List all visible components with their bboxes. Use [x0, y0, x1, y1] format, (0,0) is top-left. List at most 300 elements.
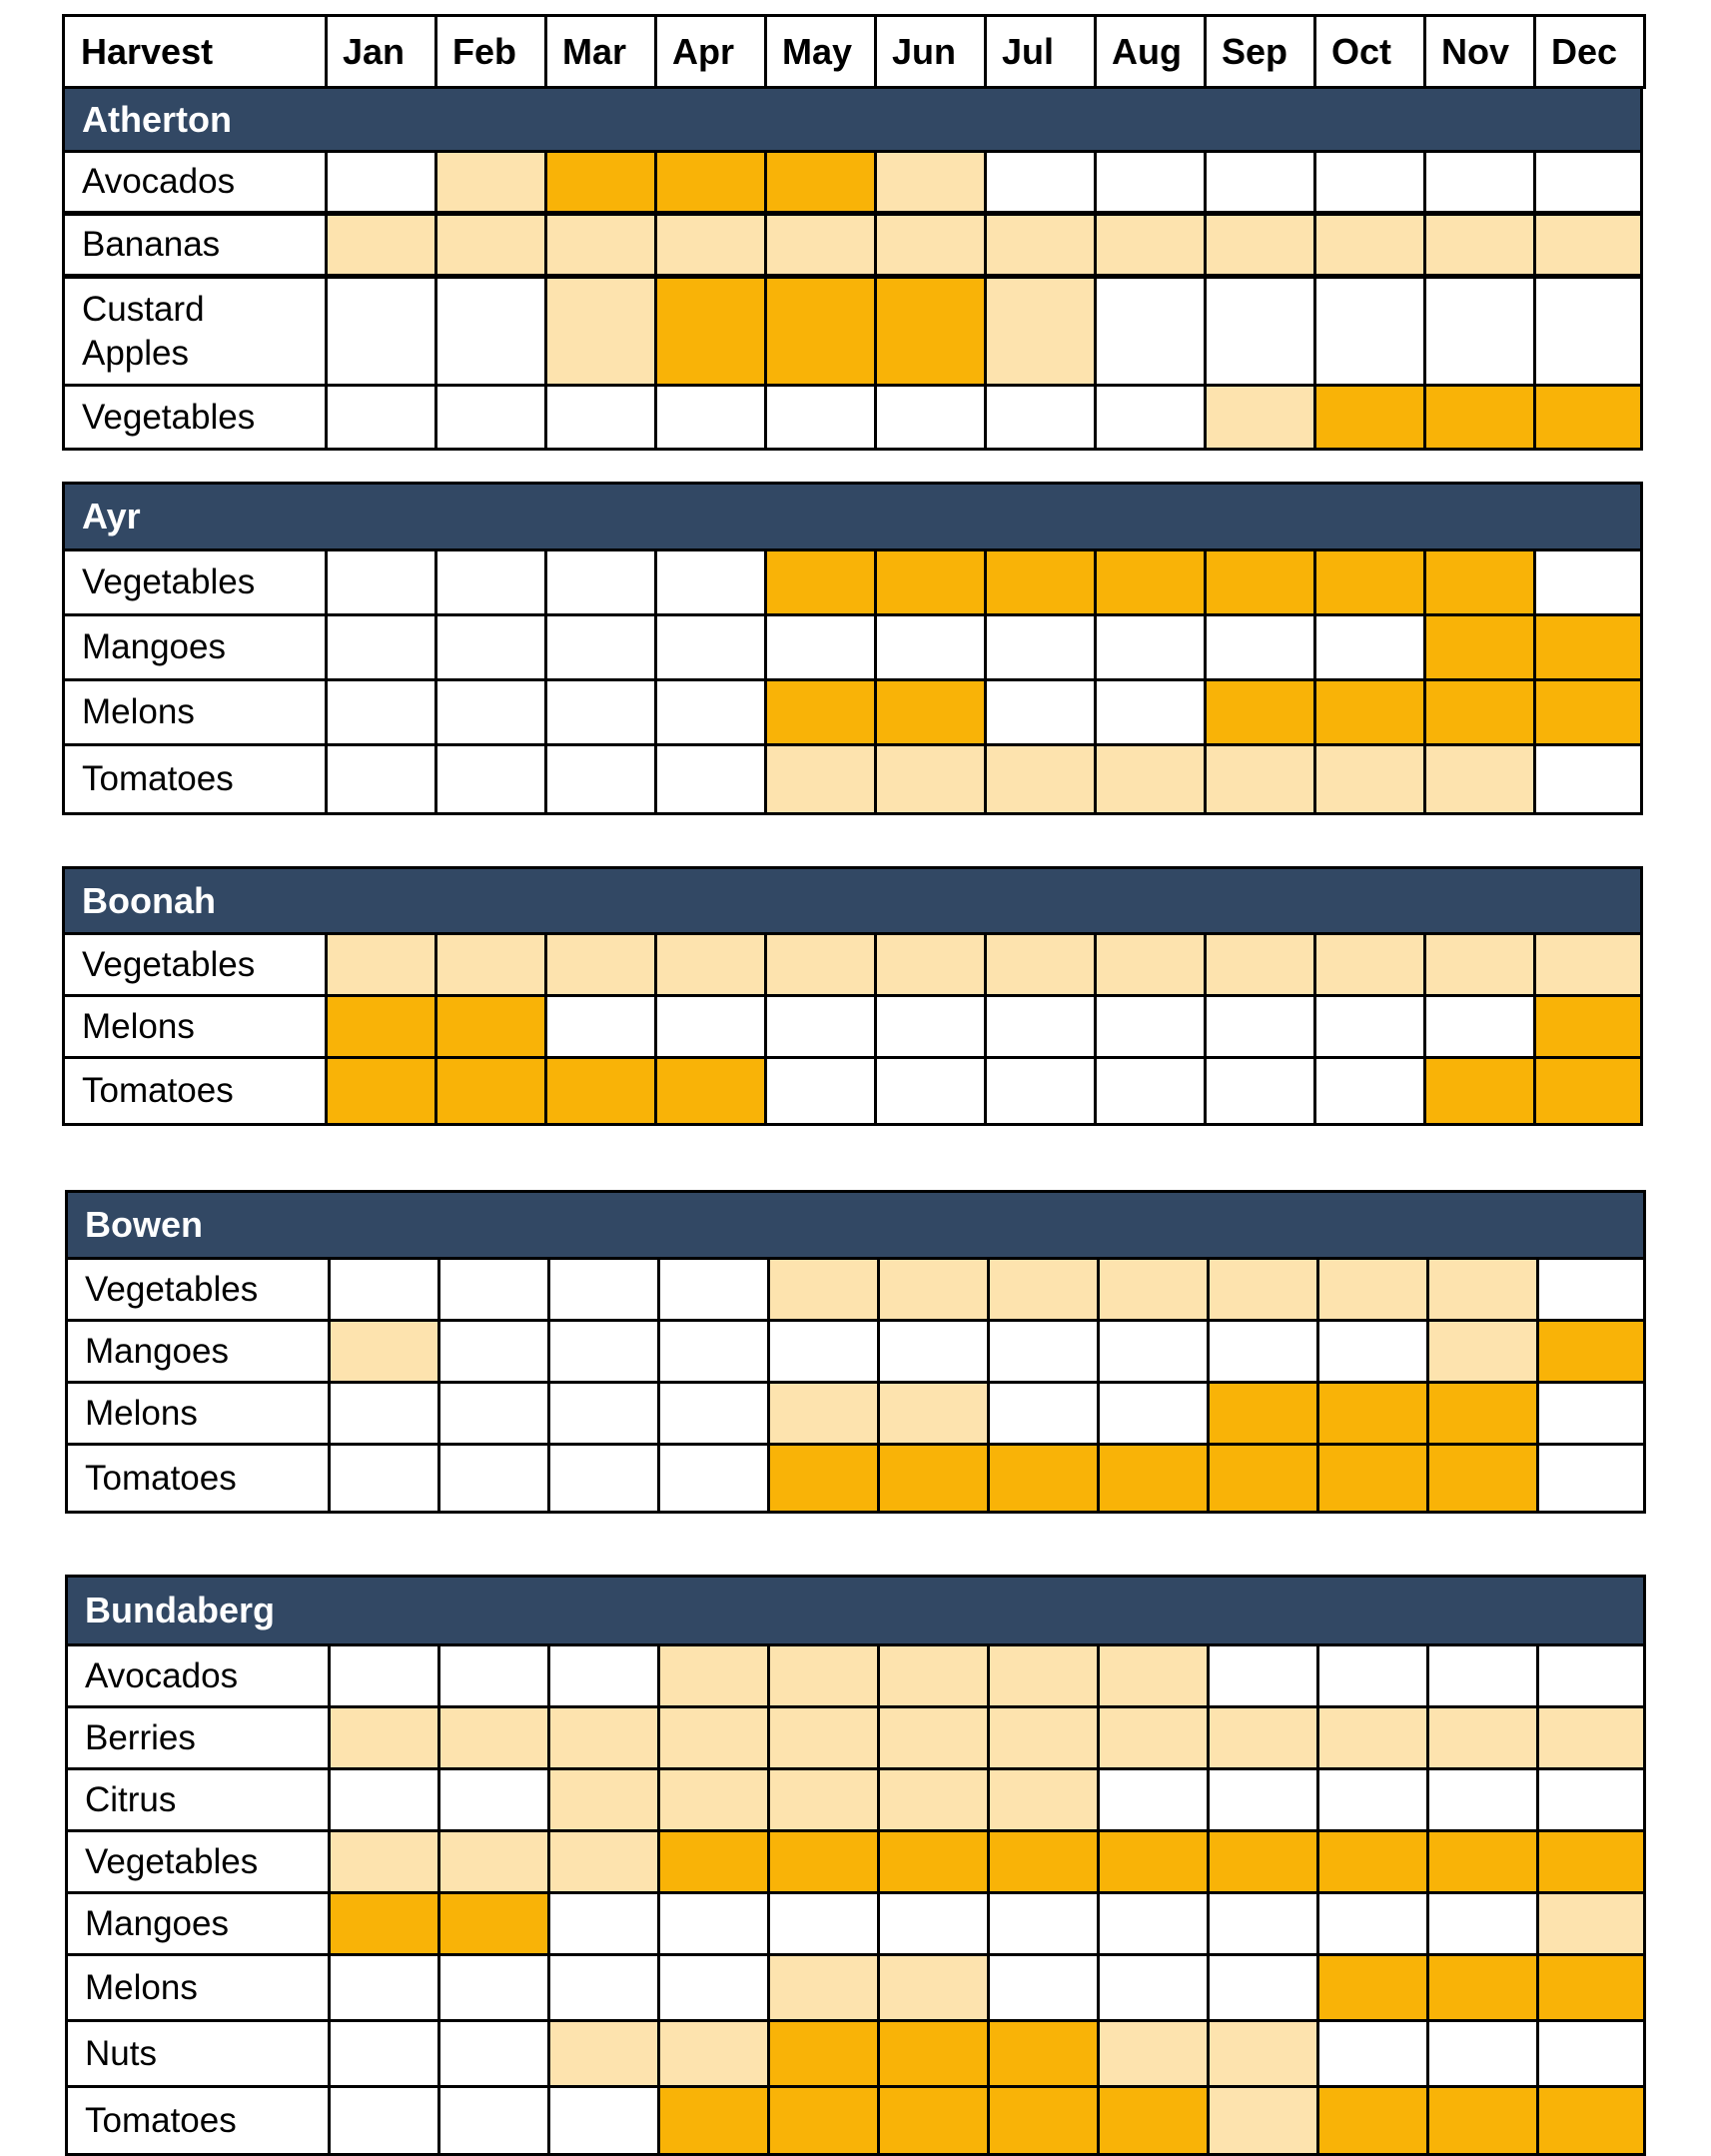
harvest-cell-ayr-tomatoes-jun: [874, 743, 987, 815]
harvest-cell-bowen-tomatoes-sep: [1207, 1443, 1319, 1514]
harvest-cell-bundaberg-mangoes-jan: [328, 1891, 440, 1956]
crop-label-berries: Berries: [65, 1705, 331, 1770]
harvest-cell-bundaberg-citrus-may: [767, 1767, 880, 1832]
harvest-cell-atherton-avocados-jan: [325, 150, 437, 214]
harvest-cell-ayr-mangoes-mar: [544, 613, 657, 681]
harvest-cell-bundaberg-avocados-mar: [547, 1643, 660, 1708]
harvest-cell-bowen-tomatoes-nov: [1426, 1443, 1539, 1514]
harvest-cell-ayr-tomatoes-may: [764, 743, 877, 815]
harvest-cell-bundaberg-tomatoes-jun: [877, 2085, 990, 2156]
harvest-cell-ayr-mangoes-oct: [1313, 613, 1426, 681]
harvest-cell-atherton-vegetables-feb: [434, 384, 547, 451]
harvest-cell-bundaberg-vegetables-feb: [437, 1829, 550, 1894]
harvest-cell-boonah-vegetables-oct: [1313, 932, 1426, 997]
harvest-cell-bundaberg-tomatoes-mar: [547, 2085, 660, 2156]
column-header-dec: Dec: [1533, 14, 1646, 89]
harvest-cell-bundaberg-nuts-nov: [1426, 2019, 1539, 2088]
harvest-cell-atherton-bananas-sep: [1204, 213, 1316, 277]
harvest-cell-bowen-melons-feb: [437, 1381, 550, 1446]
harvest-cell-boonah-vegetables-dec: [1533, 932, 1643, 997]
harvest-cell-atherton-bananas-jul: [984, 213, 1097, 277]
harvest-cell-atherton-avocados-jun: [874, 150, 987, 214]
crop-label-tomatoes: Tomatoes: [62, 1056, 328, 1126]
harvest-cell-bundaberg-avocados-aug: [1097, 1643, 1210, 1708]
harvest-cell-bundaberg-tomatoes-sep: [1207, 2085, 1319, 2156]
harvest-cell-bundaberg-nuts-jul: [987, 2019, 1100, 2088]
harvest-cell-bowen-tomatoes-apr: [657, 1443, 770, 1514]
harvest-cell-boonah-melons-feb: [434, 994, 547, 1059]
crop-label-melons: Melons: [62, 994, 328, 1059]
harvest-cell-boonah-tomatoes-apr: [654, 1056, 767, 1126]
harvest-cell-boonah-melons-mar: [544, 994, 657, 1059]
harvest-cell-atherton-vegetables-jan: [325, 384, 437, 451]
harvest-cell-boonah-melons-jan: [325, 994, 437, 1059]
region-header-ayr: Ayr: [62, 482, 1643, 551]
harvest-cell-ayr-vegetables-jun: [874, 548, 987, 616]
harvest-cell-bundaberg-berries-nov: [1426, 1705, 1539, 1770]
harvest-cell-bundaberg-citrus-feb: [437, 1767, 550, 1832]
harvest-cell-ayr-vegetables-jul: [984, 548, 1097, 616]
crop-label-mangoes: Mangoes: [65, 1891, 331, 1956]
region-header-bundaberg: Bundaberg: [65, 1575, 1646, 1646]
harvest-cell-bundaberg-nuts-may: [767, 2019, 880, 2088]
harvest-cell-bowen-mangoes-nov: [1426, 1319, 1539, 1384]
harvest-cell-bundaberg-tomatoes-jan: [328, 2085, 440, 2156]
harvest-cell-bundaberg-nuts-sep: [1207, 2019, 1319, 2088]
harvest-cell-bowen-tomatoes-feb: [437, 1443, 550, 1514]
harvest-cell-bundaberg-berries-dec: [1536, 1705, 1646, 1770]
harvest-cell-ayr-vegetables-may: [764, 548, 877, 616]
harvest-cell-bowen-vegetables-sep: [1207, 1257, 1319, 1322]
harvest-cell-boonah-vegetables-jan: [325, 932, 437, 997]
harvest-cell-bundaberg-vegetables-nov: [1426, 1829, 1539, 1894]
harvest-cell-bowen-mangoes-oct: [1316, 1319, 1429, 1384]
harvest-cell-bundaberg-nuts-apr: [657, 2019, 770, 2088]
harvest-cell-ayr-melons-oct: [1313, 678, 1426, 746]
harvest-cell-atherton-custard-apples-mar: [544, 276, 657, 387]
harvest-cell-bundaberg-mangoes-mar: [547, 1891, 660, 1956]
harvest-cell-ayr-vegetables-dec: [1533, 548, 1643, 616]
column-header-oct: Oct: [1313, 14, 1426, 89]
harvest-cell-bundaberg-melons-oct: [1316, 1953, 1429, 2022]
harvest-cell-bundaberg-tomatoes-feb: [437, 2085, 550, 2156]
harvest-cell-bundaberg-melons-may: [767, 1953, 880, 2022]
harvest-cell-bowen-vegetables-feb: [437, 1257, 550, 1322]
harvest-cell-ayr-mangoes-aug: [1094, 613, 1207, 681]
harvest-cell-boonah-tomatoes-jul: [984, 1056, 1097, 1126]
harvest-cell-bundaberg-nuts-dec: [1536, 2019, 1646, 2088]
harvest-cell-atherton-bananas-feb: [434, 213, 547, 277]
crop-label-vegetables: Vegetables: [65, 1257, 331, 1322]
harvest-cell-atherton-custard-apples-aug: [1094, 276, 1207, 387]
harvest-cell-bundaberg-berries-feb: [437, 1705, 550, 1770]
harvest-cell-atherton-custard-apples-sep: [1204, 276, 1316, 387]
harvest-cell-atherton-vegetables-nov: [1423, 384, 1536, 451]
harvest-cell-bundaberg-mangoes-nov: [1426, 1891, 1539, 1956]
harvest-cell-ayr-melons-apr: [654, 678, 767, 746]
harvest-cell-ayr-melons-feb: [434, 678, 547, 746]
harvest-cell-atherton-custard-apples-jul: [984, 276, 1097, 387]
harvest-cell-atherton-vegetables-dec: [1533, 384, 1643, 451]
harvest-cell-ayr-mangoes-nov: [1423, 613, 1536, 681]
crop-label-vegetables: Vegetables: [62, 384, 328, 451]
harvest-cell-bundaberg-melons-jul: [987, 1953, 1100, 2022]
harvest-cell-bundaberg-citrus-jun: [877, 1767, 990, 1832]
harvest-cell-atherton-bananas-mar: [544, 213, 657, 277]
crop-label-melons: Melons: [65, 1953, 331, 2022]
harvest-cell-ayr-tomatoes-oct: [1313, 743, 1426, 815]
harvest-cell-ayr-mangoes-jun: [874, 613, 987, 681]
crop-label-melons: Melons: [65, 1381, 331, 1446]
harvest-cell-bowen-vegetables-oct: [1316, 1257, 1429, 1322]
harvest-cell-bowen-mangoes-jan: [328, 1319, 440, 1384]
harvest-cell-boonah-vegetables-sep: [1204, 932, 1316, 997]
harvest-cell-bundaberg-mangoes-sep: [1207, 1891, 1319, 1956]
harvest-cell-boonah-vegetables-feb: [434, 932, 547, 997]
harvest-cell-boonah-melons-may: [764, 994, 877, 1059]
harvest-cell-bundaberg-citrus-aug: [1097, 1767, 1210, 1832]
harvest-cell-bundaberg-vegetables-jul: [987, 1829, 1100, 1894]
harvest-cell-ayr-vegetables-aug: [1094, 548, 1207, 616]
harvest-cell-bowen-melons-oct: [1316, 1381, 1429, 1446]
harvest-cell-boonah-melons-nov: [1423, 994, 1536, 1059]
harvest-cell-atherton-avocados-dec: [1533, 150, 1643, 214]
harvest-cell-bundaberg-melons-apr: [657, 1953, 770, 2022]
harvest-cell-bundaberg-melons-feb: [437, 1953, 550, 2022]
harvest-cell-bundaberg-citrus-mar: [547, 1767, 660, 1832]
column-header-harvest: Harvest: [62, 14, 328, 89]
harvest-cell-boonah-tomatoes-jun: [874, 1056, 987, 1126]
harvest-cell-boonah-melons-oct: [1313, 994, 1426, 1059]
harvest-cell-ayr-vegetables-mar: [544, 548, 657, 616]
harvest-cell-bowen-melons-mar: [547, 1381, 660, 1446]
harvest-cell-bundaberg-citrus-dec: [1536, 1767, 1646, 1832]
harvest-cell-bundaberg-tomatoes-oct: [1316, 2085, 1429, 2156]
harvest-cell-bowen-mangoes-jul: [987, 1319, 1100, 1384]
harvest-cell-ayr-tomatoes-dec: [1533, 743, 1643, 815]
column-header-sep: Sep: [1204, 14, 1316, 89]
harvest-cell-ayr-mangoes-sep: [1204, 613, 1316, 681]
harvest-cell-bundaberg-melons-dec: [1536, 1953, 1646, 2022]
harvest-cell-bundaberg-mangoes-may: [767, 1891, 880, 1956]
crop-label-melons: Melons: [62, 678, 328, 746]
column-header-jul: Jul: [984, 14, 1097, 89]
harvest-cell-ayr-tomatoes-mar: [544, 743, 657, 815]
harvest-cell-bowen-tomatoes-jan: [328, 1443, 440, 1514]
harvest-cell-ayr-tomatoes-apr: [654, 743, 767, 815]
harvest-cell-bundaberg-avocados-may: [767, 1643, 880, 1708]
harvest-cell-atherton-custard-apples-jun: [874, 276, 987, 387]
harvest-cell-ayr-mangoes-dec: [1533, 613, 1643, 681]
column-header-jun: Jun: [874, 14, 987, 89]
harvest-cell-bowen-mangoes-jun: [877, 1319, 990, 1384]
harvest-cell-atherton-custard-apples-may: [764, 276, 877, 387]
harvest-cell-atherton-custard-apples-oct: [1313, 276, 1426, 387]
harvest-cell-bundaberg-mangoes-aug: [1097, 1891, 1210, 1956]
harvest-cell-bowen-tomatoes-aug: [1097, 1443, 1210, 1514]
harvest-cell-bowen-melons-dec: [1536, 1381, 1646, 1446]
harvest-cell-bowen-vegetables-aug: [1097, 1257, 1210, 1322]
harvest-cell-bundaberg-berries-sep: [1207, 1705, 1319, 1770]
crop-label-bananas: Bananas: [62, 213, 328, 277]
harvest-cell-boonah-vegetables-jun: [874, 932, 987, 997]
harvest-cell-bundaberg-citrus-sep: [1207, 1767, 1319, 1832]
harvest-cell-atherton-vegetables-may: [764, 384, 877, 451]
harvest-cell-atherton-bananas-nov: [1423, 213, 1536, 277]
crop-label-tomatoes: Tomatoes: [65, 1443, 331, 1514]
crop-label-vegetables: Vegetables: [62, 548, 328, 616]
harvest-cell-bundaberg-berries-jul: [987, 1705, 1100, 1770]
harvest-cell-ayr-mangoes-jul: [984, 613, 1097, 681]
harvest-cell-atherton-bananas-oct: [1313, 213, 1426, 277]
crop-label-tomatoes: Tomatoes: [65, 2085, 331, 2156]
harvest-cell-bundaberg-mangoes-oct: [1316, 1891, 1429, 1956]
crop-label-avocados: Avocados: [62, 150, 328, 214]
harvest-cell-bundaberg-melons-jun: [877, 1953, 990, 2022]
column-header-feb: Feb: [434, 14, 547, 89]
harvest-cell-boonah-vegetables-jul: [984, 932, 1097, 997]
region-header-bowen: Bowen: [65, 1190, 1646, 1260]
harvest-cell-atherton-avocados-feb: [434, 150, 547, 214]
crop-label-vegetables: Vegetables: [62, 932, 328, 997]
harvest-cell-atherton-bananas-aug: [1094, 213, 1207, 277]
harvest-cell-bowen-mangoes-feb: [437, 1319, 550, 1384]
harvest-cell-ayr-vegetables-nov: [1423, 548, 1536, 616]
harvest-cell-bowen-melons-jun: [877, 1381, 990, 1446]
harvest-cell-bundaberg-mangoes-apr: [657, 1891, 770, 1956]
column-header-aug: Aug: [1094, 14, 1207, 89]
harvest-cell-bundaberg-citrus-oct: [1316, 1767, 1429, 1832]
harvest-cell-bowen-melons-sep: [1207, 1381, 1319, 1446]
harvest-cell-boonah-tomatoes-sep: [1204, 1056, 1316, 1126]
harvest-cell-atherton-vegetables-apr: [654, 384, 767, 451]
harvest-cell-bundaberg-tomatoes-dec: [1536, 2085, 1646, 2156]
column-header-may: May: [764, 14, 877, 89]
harvest-cell-bowen-vegetables-apr: [657, 1257, 770, 1322]
harvest-cell-bundaberg-tomatoes-nov: [1426, 2085, 1539, 2156]
harvest-cell-bowen-vegetables-jan: [328, 1257, 440, 1322]
harvest-cell-ayr-melons-jan: [325, 678, 437, 746]
harvest-cell-ayr-tomatoes-jan: [325, 743, 437, 815]
harvest-cell-atherton-avocados-aug: [1094, 150, 1207, 214]
harvest-cell-boonah-melons-sep: [1204, 994, 1316, 1059]
harvest-cell-bowen-vegetables-dec: [1536, 1257, 1646, 1322]
harvest-cell-atherton-vegetables-oct: [1313, 384, 1426, 451]
harvest-cell-ayr-melons-jul: [984, 678, 1097, 746]
harvest-cell-bundaberg-avocados-oct: [1316, 1643, 1429, 1708]
harvest-cell-atherton-custard-apples-feb: [434, 276, 547, 387]
crop-label-tomatoes: Tomatoes: [62, 743, 328, 815]
column-header-jan: Jan: [325, 14, 437, 89]
harvest-cell-ayr-melons-may: [764, 678, 877, 746]
harvest-cell-atherton-custard-apples-nov: [1423, 276, 1536, 387]
harvest-cell-atherton-vegetables-sep: [1204, 384, 1316, 451]
harvest-cell-bundaberg-citrus-nov: [1426, 1767, 1539, 1832]
harvest-cell-bundaberg-avocados-nov: [1426, 1643, 1539, 1708]
harvest-cell-bundaberg-tomatoes-apr: [657, 2085, 770, 2156]
harvest-cell-bundaberg-nuts-oct: [1316, 2019, 1429, 2088]
harvest-cell-bundaberg-tomatoes-jul: [987, 2085, 1100, 2156]
harvest-cell-bowen-vegetables-may: [767, 1257, 880, 1322]
harvest-cell-ayr-melons-dec: [1533, 678, 1643, 746]
harvest-cell-boonah-melons-dec: [1533, 994, 1643, 1059]
harvest-cell-bundaberg-mangoes-dec: [1536, 1891, 1646, 1956]
harvest-cell-bundaberg-avocados-jun: [877, 1643, 990, 1708]
harvest-cell-bowen-mangoes-may: [767, 1319, 880, 1384]
harvest-cell-bundaberg-berries-may: [767, 1705, 880, 1770]
harvest-cell-bundaberg-vegetables-aug: [1097, 1829, 1210, 1894]
column-header-nov: Nov: [1423, 14, 1536, 89]
harvest-cell-bundaberg-nuts-jun: [877, 2019, 990, 2088]
harvest-cell-ayr-melons-jun: [874, 678, 987, 746]
harvest-cell-bowen-tomatoes-may: [767, 1443, 880, 1514]
harvest-cell-ayr-mangoes-apr: [654, 613, 767, 681]
harvest-cell-bundaberg-melons-aug: [1097, 1953, 1210, 2022]
harvest-cell-ayr-tomatoes-aug: [1094, 743, 1207, 815]
harvest-cell-boonah-vegetables-aug: [1094, 932, 1207, 997]
column-header-apr: Apr: [654, 14, 767, 89]
harvest-cell-atherton-vegetables-aug: [1094, 384, 1207, 451]
harvest-cell-bowen-tomatoes-dec: [1536, 1443, 1646, 1514]
harvest-cell-bundaberg-tomatoes-may: [767, 2085, 880, 2156]
harvest-cell-boonah-tomatoes-dec: [1533, 1056, 1643, 1126]
harvest-cell-bundaberg-berries-jun: [877, 1705, 990, 1770]
harvest-cell-boonah-melons-aug: [1094, 994, 1207, 1059]
harvest-cell-atherton-avocados-apr: [654, 150, 767, 214]
harvest-cell-ayr-tomatoes-sep: [1204, 743, 1316, 815]
harvest-cell-atherton-vegetables-jul: [984, 384, 1097, 451]
harvest-cell-bundaberg-berries-apr: [657, 1705, 770, 1770]
harvest-cell-bundaberg-vegetables-dec: [1536, 1829, 1646, 1894]
harvest-cell-ayr-mangoes-feb: [434, 613, 547, 681]
harvest-cell-boonah-melons-jul: [984, 994, 1097, 1059]
harvest-cell-bundaberg-avocados-dec: [1536, 1643, 1646, 1708]
harvest-cell-ayr-tomatoes-feb: [434, 743, 547, 815]
harvest-cell-boonah-tomatoes-feb: [434, 1056, 547, 1126]
harvest-cell-bundaberg-nuts-feb: [437, 2019, 550, 2088]
harvest-cell-atherton-bananas-may: [764, 213, 877, 277]
harvest-cell-bundaberg-vegetables-jun: [877, 1829, 990, 1894]
harvest-cell-boonah-tomatoes-mar: [544, 1056, 657, 1126]
harvest-cell-bundaberg-avocados-sep: [1207, 1643, 1319, 1708]
harvest-cell-bundaberg-nuts-mar: [547, 2019, 660, 2088]
harvest-cell-boonah-vegetables-mar: [544, 932, 657, 997]
harvest-cell-atherton-avocados-mar: [544, 150, 657, 214]
harvest-cell-ayr-vegetables-sep: [1204, 548, 1316, 616]
harvest-cell-bundaberg-vegetables-mar: [547, 1829, 660, 1894]
harvest-cell-bundaberg-melons-sep: [1207, 1953, 1319, 2022]
harvest-cell-bowen-mangoes-aug: [1097, 1319, 1210, 1384]
harvest-cell-bowen-tomatoes-jul: [987, 1443, 1100, 1514]
harvest-cell-ayr-melons-mar: [544, 678, 657, 746]
harvest-cell-bowen-tomatoes-oct: [1316, 1443, 1429, 1514]
harvest-cell-bundaberg-berries-jan: [328, 1705, 440, 1770]
harvest-cell-ayr-tomatoes-nov: [1423, 743, 1536, 815]
harvest-cell-bowen-vegetables-jul: [987, 1257, 1100, 1322]
region-header-atherton: Atherton: [62, 86, 1643, 153]
harvest-cell-atherton-vegetables-mar: [544, 384, 657, 451]
harvest-cell-bundaberg-avocados-apr: [657, 1643, 770, 1708]
harvest-cell-boonah-vegetables-nov: [1423, 932, 1536, 997]
harvest-cell-boonah-melons-apr: [654, 994, 767, 1059]
harvest-cell-bundaberg-mangoes-jul: [987, 1891, 1100, 1956]
harvest-cell-bundaberg-avocados-jul: [987, 1643, 1100, 1708]
harvest-cell-bundaberg-mangoes-jun: [877, 1891, 990, 1956]
crop-label-nuts: Nuts: [65, 2019, 331, 2088]
harvest-cell-atherton-avocados-oct: [1313, 150, 1426, 214]
harvest-cell-bundaberg-vegetables-jan: [328, 1829, 440, 1894]
harvest-cell-bundaberg-avocados-feb: [437, 1643, 550, 1708]
harvest-cell-bundaberg-melons-jan: [328, 1953, 440, 2022]
harvest-cell-bundaberg-citrus-jul: [987, 1767, 1100, 1832]
harvest-cell-bundaberg-vegetables-oct: [1316, 1829, 1429, 1894]
harvest-cell-bundaberg-nuts-jan: [328, 2019, 440, 2088]
harvest-cell-bowen-tomatoes-mar: [547, 1443, 660, 1514]
harvest-cell-atherton-custard-apples-dec: [1533, 276, 1643, 387]
harvest-cell-bundaberg-vegetables-apr: [657, 1829, 770, 1894]
harvest-cell-bowen-mangoes-sep: [1207, 1319, 1319, 1384]
harvest-cell-bundaberg-vegetables-sep: [1207, 1829, 1319, 1894]
harvest-cell-bundaberg-berries-mar: [547, 1705, 660, 1770]
harvest-cell-bowen-mangoes-apr: [657, 1319, 770, 1384]
harvest-cell-bowen-melons-apr: [657, 1381, 770, 1446]
harvest-cell-bundaberg-vegetables-may: [767, 1829, 880, 1894]
harvest-cell-ayr-melons-aug: [1094, 678, 1207, 746]
harvest-cell-boonah-tomatoes-jan: [325, 1056, 437, 1126]
harvest-cell-bowen-melons-nov: [1426, 1381, 1539, 1446]
harvest-cell-bundaberg-melons-nov: [1426, 1953, 1539, 2022]
harvest-cell-bundaberg-citrus-apr: [657, 1767, 770, 1832]
harvest-cell-bowen-tomatoes-jun: [877, 1443, 990, 1514]
harvest-cell-bowen-melons-jan: [328, 1381, 440, 1446]
crop-label-mangoes: Mangoes: [65, 1319, 331, 1384]
harvest-cell-ayr-melons-sep: [1204, 678, 1316, 746]
harvest-cell-ayr-tomatoes-jul: [984, 743, 1097, 815]
harvest-cell-bowen-melons-may: [767, 1381, 880, 1446]
harvest-cell-atherton-custard-apples-jan: [325, 276, 437, 387]
harvest-cell-bundaberg-melons-mar: [547, 1953, 660, 2022]
crop-label-custard-apples: Custard Apples: [62, 276, 328, 387]
region-header-boonah: Boonah: [62, 866, 1643, 935]
harvest-cell-atherton-bananas-jun: [874, 213, 987, 277]
harvest-cell-atherton-avocados-nov: [1423, 150, 1536, 214]
harvest-cell-ayr-vegetables-feb: [434, 548, 547, 616]
harvest-cell-atherton-bananas-dec: [1533, 213, 1643, 277]
harvest-cell-bundaberg-avocados-jan: [328, 1643, 440, 1708]
harvest-cell-ayr-mangoes-jan: [325, 613, 437, 681]
harvest-cell-ayr-melons-nov: [1423, 678, 1536, 746]
harvest-cell-bowen-mangoes-dec: [1536, 1319, 1646, 1384]
harvest-cell-bowen-mangoes-mar: [547, 1319, 660, 1384]
harvest-cell-bowen-vegetables-jun: [877, 1257, 990, 1322]
harvest-cell-boonah-tomatoes-may: [764, 1056, 877, 1126]
column-header-mar: Mar: [544, 14, 657, 89]
harvest-cell-boonah-tomatoes-nov: [1423, 1056, 1536, 1126]
harvest-cell-bundaberg-berries-oct: [1316, 1705, 1429, 1770]
harvest-cell-ayr-vegetables-jan: [325, 548, 437, 616]
harvest-cell-bowen-vegetables-mar: [547, 1257, 660, 1322]
harvest-cell-bundaberg-berries-aug: [1097, 1705, 1210, 1770]
harvest-cell-bundaberg-tomatoes-aug: [1097, 2085, 1210, 2156]
harvest-cell-boonah-tomatoes-oct: [1313, 1056, 1426, 1126]
harvest-cell-boonah-vegetables-apr: [654, 932, 767, 997]
harvest-cell-bowen-melons-jul: [987, 1381, 1100, 1446]
crop-label-citrus: Citrus: [65, 1767, 331, 1832]
harvest-cell-atherton-vegetables-jun: [874, 384, 987, 451]
harvest-cell-boonah-vegetables-may: [764, 932, 877, 997]
harvest-cell-ayr-mangoes-may: [764, 613, 877, 681]
harvest-cell-atherton-avocados-jul: [984, 150, 1097, 214]
